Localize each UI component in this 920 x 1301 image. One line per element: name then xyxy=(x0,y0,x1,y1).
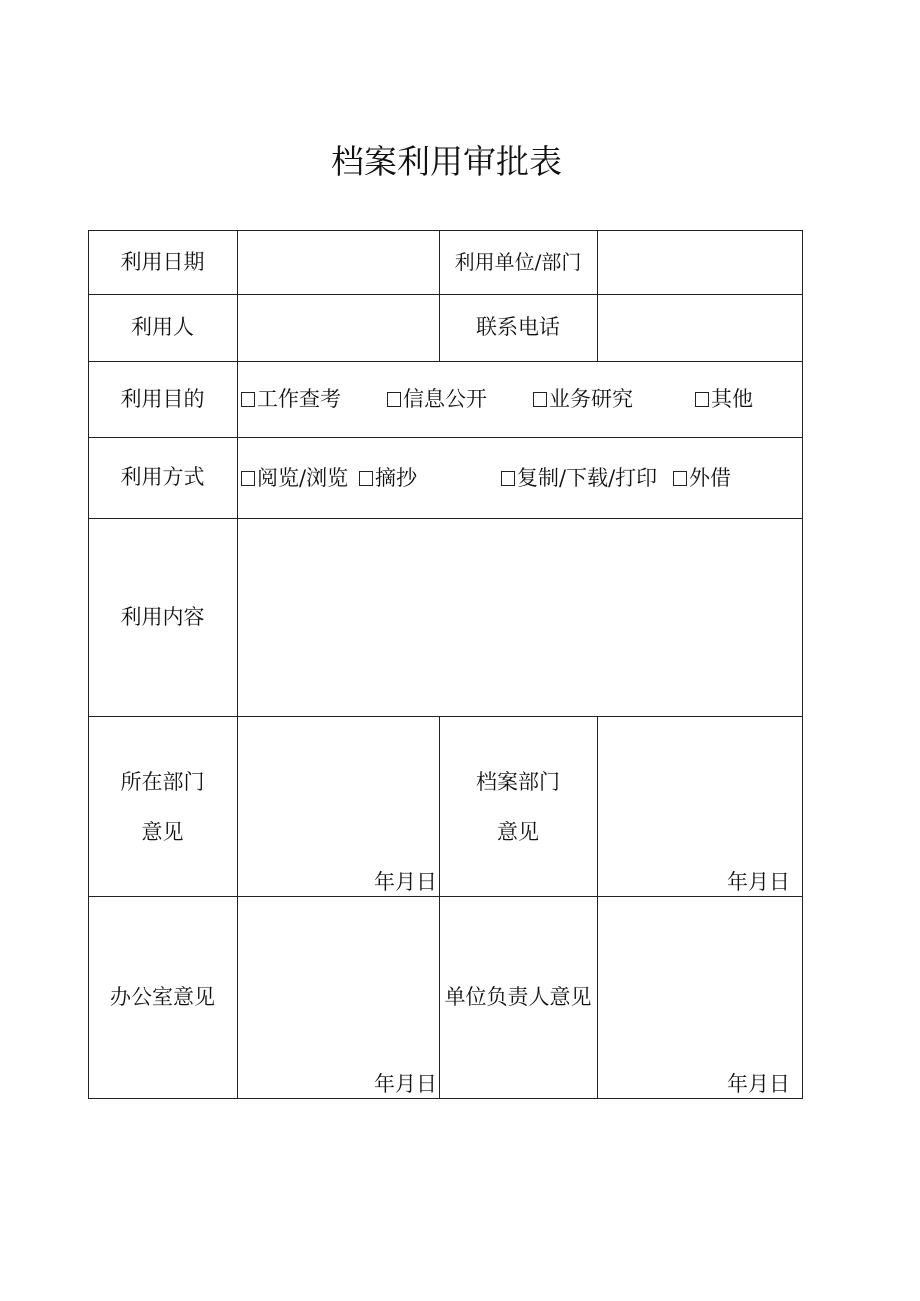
content-label: 利用内容 xyxy=(120,604,205,629)
purpose-option-label: 信息公开 xyxy=(403,387,487,411)
purpose-option-label: 工作查考 xyxy=(257,387,341,411)
office-opinion-date: 年月日 xyxy=(374,1072,437,1096)
office-opinion-label: 办公室意见 xyxy=(110,984,215,1009)
purpose-option-label: 业务研究 xyxy=(549,387,633,411)
checkbox-icon[interactable] xyxy=(533,392,547,407)
checkbox-icon[interactable] xyxy=(241,392,255,407)
purpose-label: 利用目的 xyxy=(120,386,205,411)
table-border-right xyxy=(802,230,803,1099)
purpose-option-business-research[interactable] xyxy=(533,385,633,413)
method-option-excerpt[interactable] xyxy=(359,464,417,492)
method-option-lend-out[interactable] xyxy=(673,464,731,492)
leader-opinion-date: 年月日 xyxy=(727,1072,790,1096)
department-opinion-label-line-1: 所在部门 xyxy=(120,770,205,794)
archive-opinion-label-line-2: 意见 xyxy=(497,820,539,844)
phone-field[interactable] xyxy=(598,295,802,361)
purpose-option-other[interactable] xyxy=(695,385,753,413)
form-title: 档案利用审批表 xyxy=(331,142,562,181)
archive-opinion-date: 年月日 xyxy=(727,870,790,894)
archive-opinion-label xyxy=(439,716,597,896)
user-label: 利用人 xyxy=(131,315,194,339)
leader-opinion-field[interactable] xyxy=(598,897,802,1098)
checkbox-icon[interactable] xyxy=(359,471,373,486)
table-border-bottom xyxy=(88,1098,803,1099)
department-opinion-label xyxy=(88,716,237,896)
usage-unit-label: 利用单位/部门 xyxy=(454,250,582,274)
method-option-copy-download-print[interactable] xyxy=(501,464,657,492)
phone-label: 联系电话 xyxy=(476,315,560,339)
checkbox-icon[interactable] xyxy=(387,392,401,407)
method-option-label: 外借 xyxy=(689,466,731,490)
usage-unit-field[interactable] xyxy=(598,231,802,294)
purpose-option-work-reference[interactable] xyxy=(241,385,341,413)
purpose-option-label: 其他 xyxy=(711,387,753,411)
method-label: 利用方式 xyxy=(120,465,205,489)
purpose-option-info-disclosure[interactable] xyxy=(387,385,487,413)
content-field[interactable] xyxy=(238,519,802,716)
user-field[interactable] xyxy=(238,295,439,361)
usage-date-label: 利用日期 xyxy=(120,249,205,274)
archive-opinion-label-line-1: 档案部门 xyxy=(476,770,560,794)
usage-date-field[interactable] xyxy=(238,231,439,294)
department-opinion-date: 年月日 xyxy=(374,870,437,894)
checkbox-icon[interactable] xyxy=(695,392,709,407)
leader-opinion-label: 单位负责人意见 xyxy=(444,984,592,1009)
checkbox-icon[interactable] xyxy=(673,471,687,486)
checkbox-icon[interactable] xyxy=(501,471,515,486)
method-option-label: 复制/下载/打印 xyxy=(517,466,658,490)
checkbox-icon[interactable] xyxy=(241,471,255,486)
method-option-read-browse[interactable] xyxy=(241,464,348,492)
method-option-label: 阅览/浏览 xyxy=(257,466,349,490)
office-opinion-field[interactable] xyxy=(238,897,439,1098)
department-opinion-label-line-2: 意见 xyxy=(141,820,184,844)
method-option-label: 摘抄 xyxy=(375,466,417,490)
